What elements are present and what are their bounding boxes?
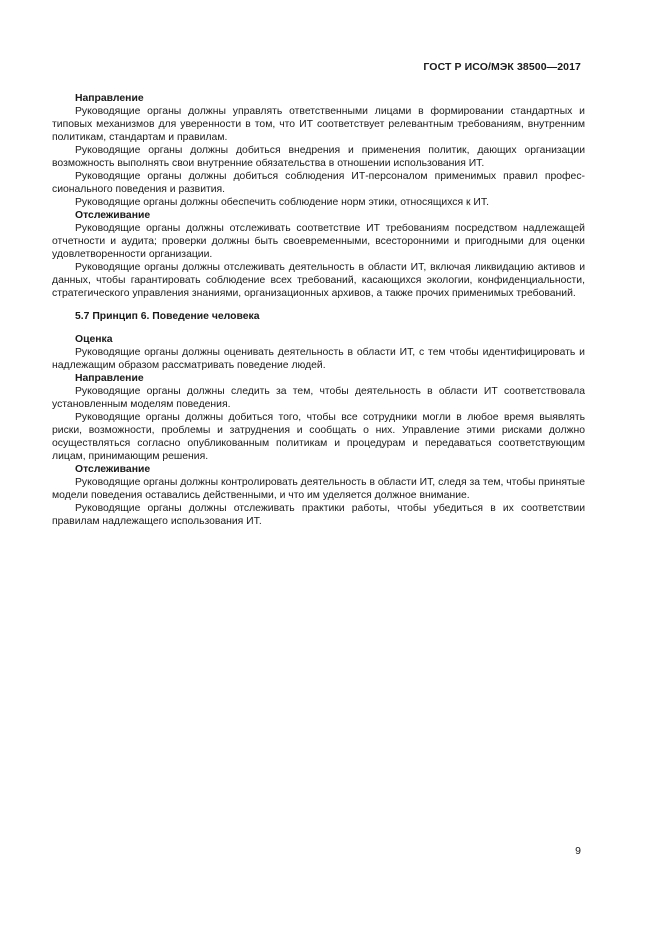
document-body <box>52 92 585 528</box>
subheading-monitoring: Отслеживание <box>75 210 151 221</box>
paragraph: Руководящие органы должны отслеживать деятельность в области ИТ, включая ликвидацию активов и данных, чтобы гарантировать соблюдение всех требований, касающихся экологии, конфиденциальности, стратегического управления знаниями, организационных архивов, а также прочих применимых требований. <box>52 262 585 299</box>
paragraph: Руководящие органы должны добиться того, чтобы все сотрудники могли в любое время выявлять риски, возможности, проблемы и затруднения и сообщать о них. Управление этими рисками должно осуществляться согласно опубликованным политикам и процедурам и передаваться соответствующим лицам, принимающим решения. <box>52 412 585 462</box>
paragraph: Руководящие органы должны добиться соблюдения ИТ-персоналом применимых правил профессионального поведения и развития. <box>52 171 585 195</box>
paragraph: Руководящие органы должны отслеживать соответствие ИТ требованиям посредством надлежащей отчетности и аудита; проверки должны быть своевременными, всесторонними и пригодными для оценки удовлетворенности организации. <box>52 223 585 260</box>
paragraph: Руководящие органы должны следить за тем, чтобы деятельность в области ИТ соответствовала установленным моделям поведения. <box>52 386 585 410</box>
paragraph: Руководящие органы должны добиться внедрения и применения политик, дающих организации возможность выполнять свои внутренние обязательства в отношении использования ИТ. <box>52 145 585 169</box>
document-header: ГОСТ Р ИСО/МЭК 38500—2017 <box>423 61 581 73</box>
subheading-monitoring: Отслеживание <box>75 464 151 475</box>
section-heading: 5.7 Принцип 6. Поведение человека <box>75 311 260 322</box>
subheading-direction: Направление <box>75 373 144 384</box>
paragraph: Руководящие органы должны оценивать деятельность в области ИТ, с тем чтобы идентифицировать и надлежащим образом рассматривать поведение людей. <box>52 347 585 371</box>
subheading-direction: Направление <box>75 93 144 104</box>
paragraph: Руководящие органы должны обеспечить соблюдение норм этики, относящихся к ИТ. <box>75 197 489 208</box>
paragraph: Руководящие органы должны управлять ответственными лицами в формировании стандартных и типовых механизмов для уверенности в том, что ИТ соответствует релевантным требованиям, внутренним политикам, стандартам и правилам. <box>52 106 585 143</box>
page-number: 9 <box>575 845 581 857</box>
paragraph: Руководящие органы должны контролировать деятельность в области ИТ, следя за тем, чтобы принятые модели поведения оставались действенными, и что им уделяется должное внимание. <box>52 477 585 501</box>
paragraph: Руководящие органы должны отслеживать практики работы, чтобы убедиться в их соответствии правилам надлежащего использования ИТ. <box>52 503 585 527</box>
subheading-evaluation: Оценка <box>75 334 113 345</box>
